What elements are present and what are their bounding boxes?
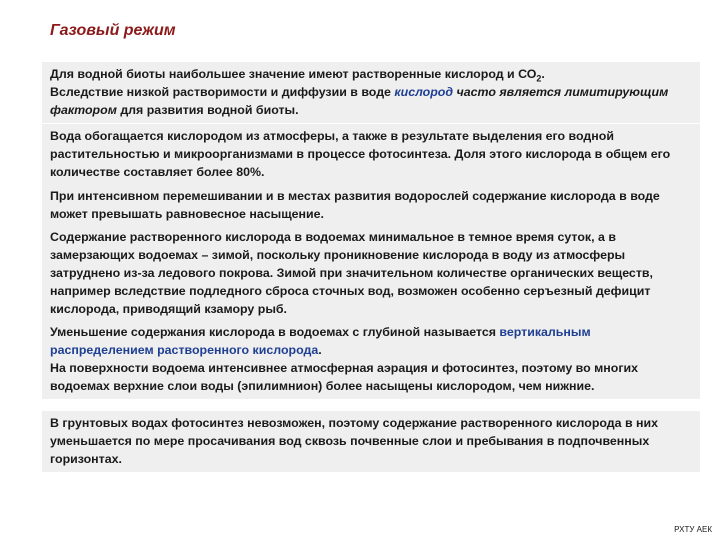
text-line: [50, 323, 694, 359]
text-span: для развития водной биоты.: [116, 103, 299, 117]
highlight-oxygen: кислород: [394, 85, 454, 99]
subscript: 2: [536, 73, 542, 84]
paragraph-text: Содержание растворенного кислорода в водоемах минимальное в темное время суток, а в замерзающих водоемах – зимой, поскольку проникновение кислорода в воду из атмосферы затруднено из-за ледового покрова. Зимой при значительном количестве органических веществ, например вследствие подледного сброса сточных вод, возможен особенно серъезный дефицит кислорода, приводящий кзамору рыб.: [50, 230, 653, 316]
text-span: Уменьшение содержания кислорода в водоемах с глубиной называется: [50, 325, 500, 339]
paragraph-text: На поверхности водоема интенсивнее атмосферная аэрация и фотосинтез, поэтому во многих водоемах верхние слои воды (эпилимнион) более насыщены кислородом, чем нижние.: [50, 361, 639, 393]
highlight-limiting-factor: часто является лимитирующим фактором: [50, 85, 669, 117]
paragraph-text: При интенсивном перемешивании и в местах развития водорослей содержание кислорода в воде может превышать равновесное насыщение.: [50, 189, 660, 221]
page-title: Газовый режим: [50, 22, 176, 39]
paragraph-text: В грунтовых водах фотосинтез невозможен, поэтому содержание растворенного кислорода в них уменьшается по мере просачивания вод сквозь почвенные слои и пребывания в подпочвенных горизонтах.: [50, 416, 659, 466]
text-line: [50, 65, 694, 83]
paragraph-vertical-distribution: [42, 320, 700, 399]
paragraph-oxygen-minimum: [42, 225, 700, 322]
text-span: Для водной биоты наибольшее значение имеют растворенные кислород и СО: [50, 67, 537, 81]
text-span: Вследствие низкой растворимости и диффузии в воде: [50, 85, 395, 99]
text-span: .: [541, 67, 545, 81]
footer-label: РХТУ АЕК: [674, 525, 712, 534]
paragraph-groundwater: [42, 411, 700, 472]
text-span: .: [318, 343, 322, 357]
highlight-vertical-distribution: вертикальным распределением растворенного кислорода: [50, 325, 591, 357]
paragraph-oxygen-sources: [42, 124, 700, 185]
paragraph-dissolved-gases: [42, 62, 700, 123]
text-line: [50, 83, 694, 119]
paragraph-text: Вода обогащается кислородом из атмосферы, а также в результате выделения его водной растительностью и микроорганизмами в процессе фотосинтеза. Доля этого кислорода в общем его количестве составляет более 80%.: [50, 129, 671, 179]
paragraph-supersaturation: [42, 184, 700, 227]
